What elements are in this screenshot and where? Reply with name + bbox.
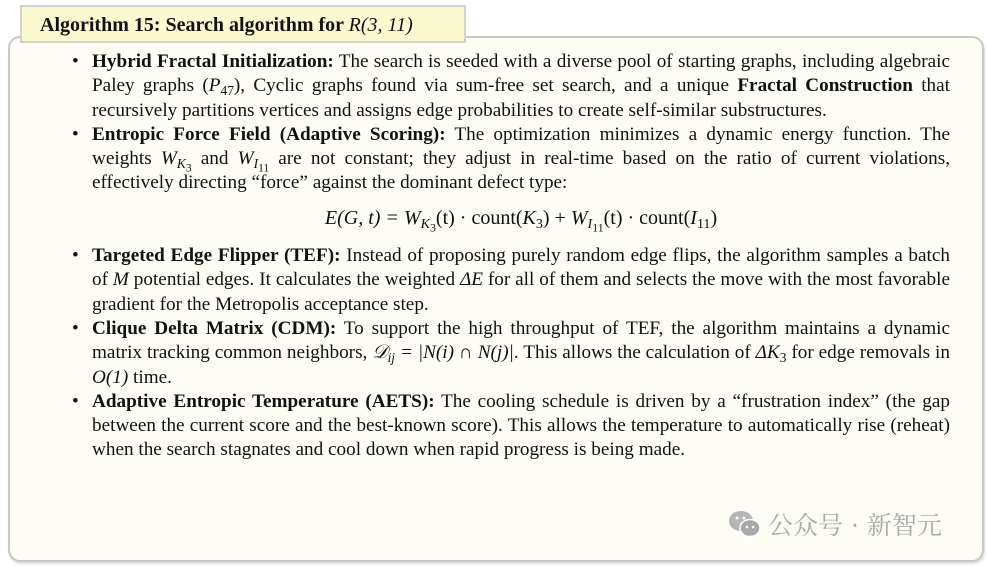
text: The optimization minimizes a dynamic energy function. The weights [92, 123, 950, 170]
math: M [112, 269, 129, 291]
item-label: Targeted Edge Flipper (TEF): [92, 245, 341, 267]
title-math: R(3, 11) [348, 14, 413, 36]
eq-part: W [570, 206, 588, 229]
list-item [92, 244, 950, 317]
wechat-icon [728, 509, 762, 539]
text: . This allows the calculation of [513, 342, 756, 364]
text: and [191, 148, 238, 170]
math-sub: 3 [779, 350, 787, 366]
math: 𝒟 [372, 342, 388, 364]
eq-part: I [690, 206, 697, 229]
math-sub: I [253, 156, 259, 172]
eq-sub: I [587, 216, 593, 232]
list-item [92, 390, 950, 463]
eq-sub: 11 [696, 216, 711, 232]
eq-part: ) [710, 206, 718, 229]
text: The cooling schedule is driven by a “frustration index” (the gap between the current score and the best-known score). This allows the temperature to automatically rise (reheat) when the search stagnates and cool down when rapid progress is being made. [92, 390, 950, 461]
list-item [92, 123, 950, 235]
title-text: Algorithm 15: Search algorithm for [40, 14, 349, 36]
text: Instead of proposing purely random edge flips, the algorithm samples a batch of [92, 245, 950, 291]
math: = |N(i) ∩ N(j)| [395, 342, 514, 364]
math-sub: K [176, 156, 186, 172]
math: W [237, 148, 254, 170]
item-label: Adaptive Entropic Temperature (AETS): [92, 390, 435, 412]
item-label: Clique Delta Matrix (CDM): [92, 317, 337, 339]
math: W [160, 148, 177, 170]
bold-term: Fractal Construction [737, 75, 913, 97]
text: ), Cyclic graphs found via sum-free set search, and a unique [233, 75, 738, 97]
eq-part: E(G, t) = [324, 206, 404, 229]
math-subsub: 11 [258, 162, 270, 175]
algorithm-list [92, 50, 950, 463]
eq-part: W [403, 206, 421, 229]
list-item [92, 317, 950, 390]
item-label: Hybrid Fractal Initialization: [92, 51, 334, 72]
text: for edge removals in [786, 342, 950, 364]
text: for all of them and selects the move with the most favorable gradient for the Metropolis acceptance step. [92, 269, 950, 315]
text: The search is seeded with a diverse pool of starting graphs, including algebraic Paley graphs ( [92, 51, 950, 97]
energy-equation [92, 206, 950, 235]
math-sub: ij [387, 350, 396, 366]
math: ΔE [459, 269, 483, 291]
eq-subsub: 3 [429, 220, 436, 235]
item-label: Entropic Force Field (Adaptive Scoring): [92, 123, 446, 145]
text: are not constant; they adjust in real-time based on the ratio of current violations, effectively directing “force” against the dominant defect type: [92, 148, 950, 194]
math: ΔK [755, 342, 780, 364]
math: P [208, 75, 221, 97]
eq-part: (t) · count( [435, 206, 523, 229]
algorithm-title [20, 5, 466, 43]
eq-sub: K [420, 216, 430, 232]
math: O(1) [92, 366, 129, 388]
text: time. [128, 366, 172, 388]
eq-part: K [522, 206, 536, 229]
watermark [728, 506, 942, 542]
text: potential edges. It calculates the weighted [128, 269, 460, 291]
eq-subsub: 11 [592, 220, 604, 235]
eq-part: ) + [542, 206, 571, 229]
watermark-text: 公众号 · 新智元 [768, 511, 942, 540]
eq-part: (t) · count( [603, 206, 691, 229]
text: that recursively partitions vertices and assigns edge probabilities to create self-similar substructures. [92, 75, 950, 121]
text: To support the high throughput of TEF, the algorithm maintains a dynamic matrix tracking common neighbors, [92, 317, 950, 364]
list-item [92, 50, 950, 123]
math-sub: 47 [220, 83, 234, 99]
eq-sub: 3 [535, 216, 543, 232]
math-subsub: 3 [185, 162, 192, 175]
